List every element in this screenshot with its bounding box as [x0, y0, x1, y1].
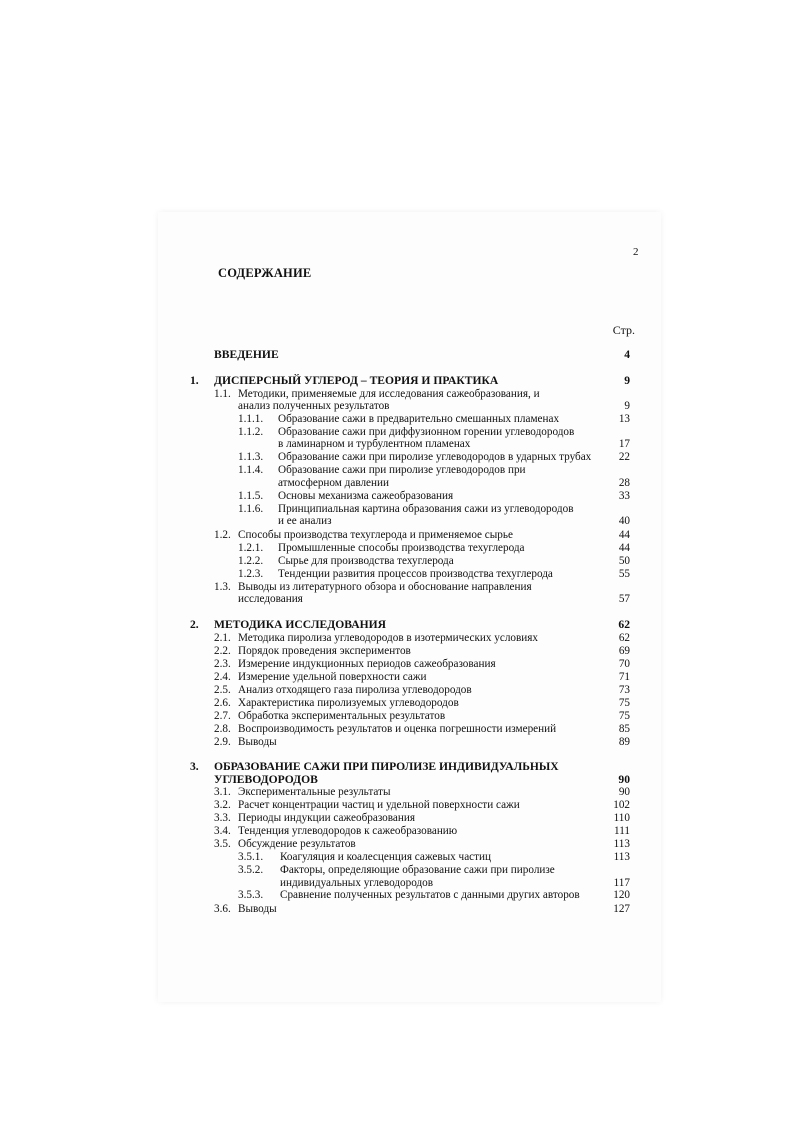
- page-number: 2: [633, 246, 639, 258]
- toc-entry-title: Анализ отходящего газа пиролиза углеводородов: [238, 684, 472, 696]
- toc-entry-page: 110: [613, 812, 630, 824]
- toc-entry: [190, 645, 630, 658]
- toc-entry-title: Методики, применяемые для исследования сажеобразования, и: [238, 388, 540, 400]
- toc-entry: [190, 799, 630, 812]
- toc-entry: [190, 542, 630, 555]
- toc-entry-title: Измерение индукционных периодов сажеобразования: [238, 658, 496, 670]
- toc-entry: [190, 671, 630, 684]
- toc-entry-number: 2.6.: [214, 697, 231, 709]
- toc-entry-number: 1.1.: [214, 388, 231, 400]
- toc-entry-title: Характеристика пиролизуемых углеводородов: [238, 697, 459, 709]
- toc-entry-number: 3.6.: [214, 903, 231, 915]
- toc-entry-page: 89: [618, 736, 630, 748]
- toc-entry: [190, 838, 630, 851]
- toc-entry-number: 3.5.2.: [238, 864, 264, 876]
- toc-entry-page: 90: [618, 786, 630, 798]
- toc-entry-page: 33: [618, 490, 630, 502]
- toc-entry-page: 70: [618, 658, 630, 670]
- toc-entry-number: 2.1.: [214, 632, 231, 644]
- toc-entry-title: ОБРАЗОВАНИЕ САЖИ ПРИ ПИРОЛИЗЕ ИНДИВИДУАЛЬНЫХ: [214, 760, 559, 773]
- toc-entry-page: 113: [613, 851, 630, 863]
- toc-entry-title: Тенденции развития процессов производства техуглерода: [278, 568, 553, 580]
- toc-entry-title: Экспериментальные результаты: [238, 786, 391, 798]
- toc-entry: [190, 529, 630, 542]
- toc-entry: [190, 374, 630, 387]
- toc-entry-page: 127: [613, 903, 630, 915]
- toc-entry-page: 62: [618, 632, 630, 644]
- toc-entry: [190, 723, 630, 736]
- toc-entry: [190, 710, 630, 723]
- toc-entry: [190, 490, 630, 503]
- toc-entry-title: Порядок проведения экспериментов: [238, 645, 411, 657]
- toc-entry-title: Тенденция углеводородов к сажеобразованию: [238, 825, 458, 837]
- toc-entry-title: Выводы: [238, 903, 277, 915]
- toc-entry-title: Факторы, определяющие образование сажи при пиролизе: [280, 864, 555, 876]
- toc-entry: [190, 903, 630, 916]
- toc-entry: [190, 812, 630, 825]
- toc-entry: [190, 515, 630, 528]
- toc-entry-title: Сравнение полученных результатов с данными других авторов: [280, 889, 580, 901]
- toc-entry: [190, 684, 630, 697]
- toc-entry-number: 2.8.: [214, 723, 231, 735]
- toc-entry-title: Коагуляция и коалесценция сажевых частиц: [280, 851, 491, 863]
- toc-entry-number: 3.4.: [214, 825, 231, 837]
- toc-entry-number: 2.9.: [214, 736, 231, 748]
- toc-entry: [190, 851, 630, 864]
- toc-entry-page: 22: [618, 451, 630, 463]
- toc-entry-page: 102: [613, 799, 630, 811]
- toc-entry-title: анализ полученных результатов: [238, 400, 390, 412]
- toc-entry-title: Способы производства техуглерода и применяемое сырье: [238, 529, 513, 541]
- toc-entry-page: 9: [624, 374, 630, 387]
- toc-entry-page: 75: [618, 697, 630, 709]
- toc-entry-title: Обработка экспериментальных результатов: [238, 710, 446, 722]
- toc-entry: [190, 464, 630, 477]
- toc-entry: [190, 697, 630, 710]
- toc-entry-page: 85: [618, 723, 630, 735]
- toc-entry-title: Измерение удельной поверхности сажи: [238, 671, 427, 683]
- toc-entry-number: 1.2.1.: [238, 542, 264, 554]
- toc-entry-title: Выводы: [238, 736, 277, 748]
- toc-entry-title: Воспроизводимость результатов и оценка погрешности измерений: [238, 723, 557, 735]
- toc-entry-title: исследования: [238, 593, 303, 605]
- toc-entry-number: 3.3.: [214, 812, 231, 824]
- toc-entry-page: 90: [618, 773, 630, 786]
- toc-entry: [190, 864, 630, 877]
- toc-entry-title: в ламинарном и турбулентном пламенах: [278, 438, 471, 450]
- toc-entry-page: 62: [618, 618, 630, 631]
- toc-entry-title: Основы механизма сажеобразования: [278, 490, 454, 502]
- toc-entry-title: Обсуждение результатов: [238, 838, 356, 850]
- toc-entry-number: 1.1.1.: [238, 413, 264, 425]
- toc-entry-page: 44: [618, 542, 630, 554]
- toc-entry-number: 2.7.: [214, 710, 231, 722]
- toc-entry-title: УГЛЕВОДОРОДОВ: [214, 773, 318, 786]
- toc-entry: [190, 760, 630, 773]
- toc-entry-number: 1.2.3.: [238, 568, 264, 580]
- toc-entry-title: Выводы из литературного обзора и обоснование направления: [238, 581, 532, 593]
- toc-entry: [190, 593, 630, 606]
- toc-entry-number: 1.2.: [214, 529, 231, 541]
- toc-entry-number: 2.4.: [214, 671, 231, 683]
- toc-entry-title: ДИСПЕРСНЫЙ УГЛЕРОД – ТЕОРИЯ И ПРАКТИКА: [214, 374, 499, 387]
- toc-entry-number: 2.2.: [214, 645, 231, 657]
- toc-entry-number: 1.1.5.: [238, 490, 264, 502]
- toc-entry-number: 3.1.: [214, 786, 231, 798]
- toc-entry-page: 111: [614, 825, 630, 837]
- toc-entry-page: 17: [618, 438, 630, 450]
- toc-entry-number: 2.: [190, 618, 199, 631]
- toc-entry-number: 1.1.2.: [238, 426, 264, 438]
- toc-entry-title: Периоды индукции сажеобразования: [238, 812, 415, 824]
- toc-entry: [190, 618, 630, 631]
- toc-entry: [190, 825, 630, 838]
- toc-entry-title: атмосферном давлении: [278, 477, 389, 489]
- toc-entry-number: 1.3.: [214, 581, 231, 593]
- toc-entry-number: 2.5.: [214, 684, 231, 696]
- toc-entry-title: Образование сажи в предварительно смешанных пламенах: [278, 413, 560, 425]
- toc-entry-number: 1.1.4.: [238, 464, 264, 476]
- toc-entry: [190, 632, 630, 645]
- toc-entry-number: 3.5.: [214, 838, 231, 850]
- toc-entry-title: и ее анализ: [278, 515, 332, 527]
- toc-entry: [190, 438, 630, 451]
- toc-entry-title: Образование сажи при диффузионном горении углеводородов: [278, 426, 575, 438]
- page-title: СОДЕРЖАНИЕ: [218, 266, 312, 280]
- toc-entry-page: 69: [618, 645, 630, 657]
- toc-entry-page: 4: [624, 348, 630, 361]
- toc-entry-title: Образование сажи при пиролизе углеводородов при: [278, 464, 526, 476]
- toc-entry-page: 113: [613, 838, 630, 850]
- toc-entry-page: 120: [613, 889, 630, 901]
- toc-entry-title: Промышленные способы производства техуглерода: [278, 542, 525, 554]
- toc-entry-title: Расчет концентрации частиц и удельной поверхности сажи: [238, 799, 520, 811]
- toc-entry: [190, 400, 630, 413]
- toc-entry-page: 28: [618, 477, 630, 489]
- toc-entry-title: Принципиальная картина образования сажи из углеводородов: [278, 503, 574, 515]
- toc-entry-page: 57: [618, 593, 630, 605]
- toc-entry-title: Образование сажи при пиролизе углеводородов в ударных трубах: [278, 451, 592, 463]
- toc-entry-title: Методика пиролиза углеводородов в изотермических условиях: [238, 632, 539, 644]
- toc-entry-title: МЕТОДИКА ИССЛЕДОВАНИЯ: [214, 618, 386, 631]
- toc-entry-number: 2.3.: [214, 658, 231, 670]
- toc-entry-page: 50: [618, 555, 630, 567]
- toc-entry-number: 1.1.3.: [238, 451, 264, 463]
- toc-entry: [190, 413, 630, 426]
- toc-entry: [190, 889, 630, 902]
- toc-entry-title: Сырье для производства техуглерода: [278, 555, 454, 567]
- toc-entry-page: 9: [624, 400, 630, 412]
- toc-entry-page: 73: [618, 684, 630, 696]
- toc-entry-page: 55: [618, 568, 630, 580]
- toc-entry-page: 117: [613, 877, 630, 889]
- toc-entry-number: 1.2.2.: [238, 555, 264, 567]
- toc-entry: [190, 555, 630, 568]
- toc-entry: [190, 658, 630, 671]
- toc-entry-page: 75: [618, 710, 630, 722]
- toc-entry: [190, 773, 630, 786]
- toc-entry-number: 1.: [190, 374, 199, 387]
- toc-entry-page: 13: [618, 413, 630, 425]
- toc-entry-number: 3.2.: [214, 799, 231, 811]
- toc-entry-title: ВВЕДЕНИЕ: [214, 348, 279, 361]
- toc-entry-page: 40: [618, 515, 630, 527]
- toc-entry: [190, 736, 630, 749]
- toc-entry: [190, 568, 630, 581]
- toc-entry-title: индивидуальных углеводородов: [280, 877, 434, 889]
- toc-entry-number: 3.: [190, 760, 199, 773]
- toc-entry: [190, 477, 630, 490]
- toc-entry: [190, 786, 630, 799]
- page-column-header: Стр.: [612, 323, 635, 337]
- toc-entry-number: 3.5.3.: [238, 889, 264, 901]
- toc-entry: [190, 451, 630, 464]
- toc-entry-number: 1.1.6.: [238, 503, 264, 515]
- toc-entry-page: 44: [618, 529, 630, 541]
- toc-entry: [190, 348, 630, 361]
- toc-entry-number: 3.5.1.: [238, 851, 264, 863]
- toc-entry-page: 71: [618, 671, 630, 683]
